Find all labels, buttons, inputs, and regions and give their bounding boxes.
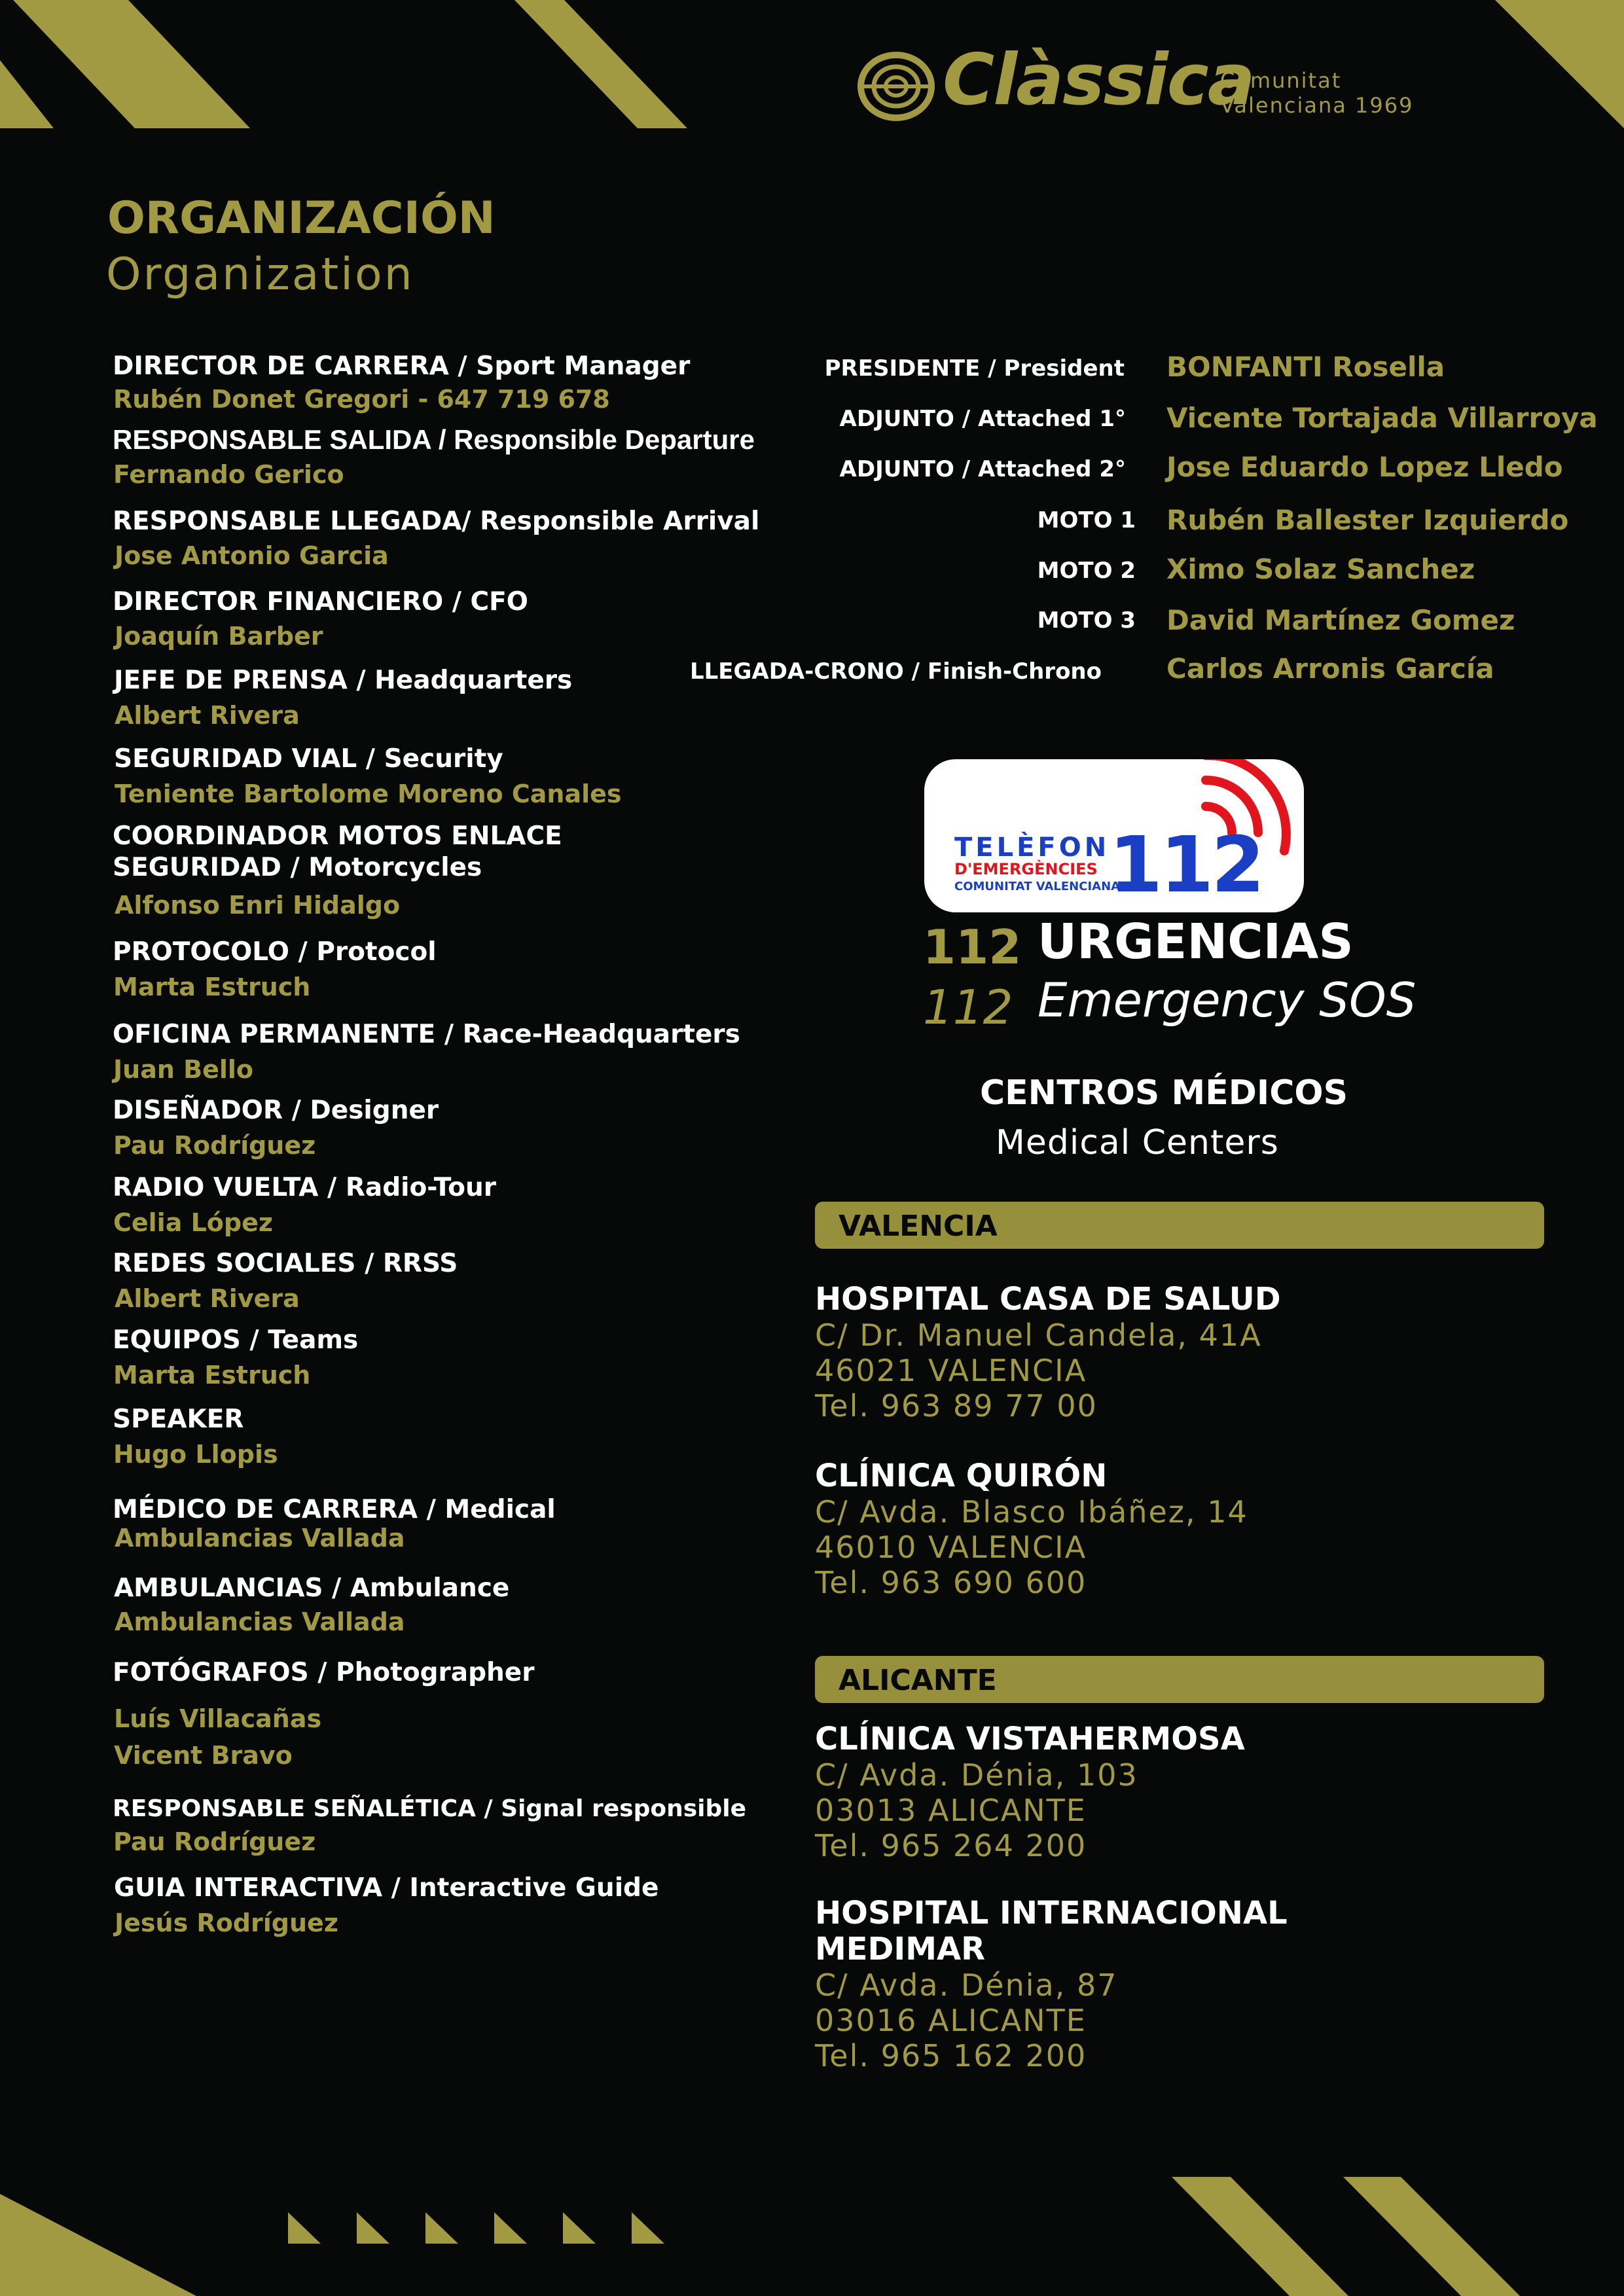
hospital-city: 03016 ALICANTE: [815, 2003, 1087, 2038]
staff-person: Ambulancias Vallada: [115, 1524, 405, 1552]
hospital-phone: Tel. 965 264 200: [815, 1828, 1087, 1863]
badge-line2: D'EMERGÈNCIES: [954, 860, 1098, 878]
staff-role: MÉDICO DE CARRERA / Medical: [113, 1495, 556, 1524]
staff-person: Pau Rodríguez: [113, 1827, 316, 1856]
staff-person: Marta Estruch: [113, 1361, 311, 1390]
badge-line1: TELÈFON: [954, 833, 1110, 863]
hospital-address: C/ Avda. Dénia, 87: [815, 1967, 1118, 2003]
staff-role: SEGURIDAD VIAL / Security: [114, 744, 503, 774]
hospital-name: CLÍNICA QUIRÓN: [815, 1458, 1108, 1494]
logo-subtitle: [1220, 68, 1413, 118]
staff-person: Albert Rivera: [115, 701, 300, 730]
official-role: ADJUNTO / Attached 1°: [839, 406, 1126, 432]
staff-person: Fernando Gerico: [113, 460, 344, 489]
badge-number: 112: [1109, 819, 1263, 910]
region-header-alicante: [815, 1656, 1544, 1703]
emergency-phone-badge: [924, 759, 1304, 912]
staff-person: Rubén Donet Gregori - 647 719 678: [113, 385, 610, 414]
staff-person: Teniente Bartolome Moreno Canales: [115, 780, 622, 808]
staff-role: EQUIPOS / Teams: [113, 1325, 359, 1355]
organization-subtitle: Organization: [106, 249, 414, 300]
official-role: LLEGADA-CRONO / Finish-Chrono: [689, 658, 1102, 685]
official-name: David Martínez Gomez: [1166, 604, 1515, 636]
staff-person: Joaquín Barber: [115, 622, 323, 651]
staff-role: DISEÑADOR / Designer: [113, 1096, 439, 1125]
emergency-number: 112: [923, 920, 1022, 975]
hospital-city: 03013 ALICANTE: [815, 1793, 1087, 1828]
hospital-city: 46010 VALENCIA: [815, 1530, 1087, 1565]
staff-person: Luís Villacañas: [114, 1704, 322, 1733]
hospital-phone: Tel. 963 89 77 00: [815, 1388, 1098, 1424]
staff-role: COORDINADOR MOTOS ENLACE SEGURIDAD / Motorcycles: [113, 821, 562, 882]
staff-role: SPEAKER: [113, 1405, 244, 1434]
official-role: MOTO 2: [1037, 558, 1136, 584]
hospital-name: HOSPITAL CASA DE SALUD: [815, 1281, 1281, 1318]
hospital-phone: Tel. 963 690 600: [815, 1565, 1087, 1600]
staff-person: Jesús Rodríguez: [115, 1909, 338, 1937]
staff-person: Vicent Bravo: [114, 1741, 293, 1770]
emergency-number-italic: 112: [923, 980, 1013, 1035]
official-role: ADJUNTO / Attached 2°: [839, 456, 1126, 482]
staff-role: AMBULANCIAS / Ambulance: [114, 1573, 510, 1603]
medical-centers-title: CENTROS MÉDICOS: [980, 1073, 1348, 1113]
logo-subtitle-line1: Comunitat: [1220, 68, 1342, 93]
hospital-phone: Tel. 965 162 200: [815, 2038, 1087, 2073]
hospital-address: C/ Dr. Manuel Candela, 41A: [815, 1318, 1262, 1353]
official-name: Jose Eduardo Lopez Lledo: [1166, 451, 1563, 483]
official-role: MOTO 1: [1037, 507, 1136, 533]
staff-person: Pau Rodríguez: [113, 1131, 316, 1160]
staff-role: PROTOCOLO / Protocol: [113, 937, 437, 967]
staff-role: JEFE DE PRENSA / Headquarters: [114, 666, 573, 695]
staff-person: Hugo Llopis: [113, 1440, 278, 1469]
official-name: Vicente Tortajada Villarroya: [1166, 402, 1598, 434]
hospital-name: CLÍNICA VISTAHERMOSA: [815, 1721, 1245, 1757]
organization-title: ORGANIZACIÓN: [107, 192, 496, 244]
logo-subtitle-line2: Valenciana 1969: [1220, 93, 1414, 118]
staff-role: RESPONSABLE SALIDA / Responsible Departure: [113, 424, 755, 455]
region-label: ALICANTE: [839, 1664, 997, 1697]
staff-role: OFICINA PERMANENTE / Race-Headquarters: [113, 1020, 740, 1049]
medical-centers-subtitle: Medical Centers: [996, 1123, 1279, 1162]
hospital-name-line2: MEDIMAR: [815, 1931, 986, 1967]
staff-person: Ambulancias Vallada: [115, 1607, 405, 1636]
emergency-title: URGENCIAS: [1038, 914, 1354, 970]
badge-line3: COMUNITAT VALENCIANA: [954, 880, 1121, 893]
official-name: Ximo Solaz Sanchez: [1166, 553, 1475, 585]
staff-role: FOTÓGRAFOS / Photographer: [113, 1658, 535, 1687]
staff-person: Albert Rivera: [115, 1284, 300, 1313]
staff-role: RESPONSABLE SEÑALÉTICA / Signal responsible: [113, 1795, 746, 1822]
staff-role: DIRECTOR DE CARRERA / Sport Manager: [113, 351, 691, 381]
staff-person: Celia López: [113, 1208, 273, 1237]
official-name: BONFANTI Rosella: [1166, 351, 1445, 383]
emergency-subtitle: Emergency SOS: [1038, 973, 1416, 1028]
staff-person: Marta Estruch: [113, 973, 311, 1001]
hospital-name: HOSPITAL INTERNACIONAL: [815, 1895, 1288, 1931]
region-label: VALENCIA: [839, 1210, 998, 1243]
staff-role: RADIO VUELTA / Radio-Tour: [113, 1173, 496, 1202]
staff-role: DIRECTOR FINANCIERO / CFO: [113, 587, 528, 617]
logo-wordmark: Clàssica: [943, 39, 1254, 121]
hospital-address: C/ Avda. Blasco Ibáñez, 14: [815, 1494, 1248, 1530]
hospital-city: 46021 VALENCIA: [815, 1353, 1087, 1388]
staff-role: GUIA INTERACTIVA / Interactive Guide: [114, 1873, 659, 1903]
logo-emblem-icon: [859, 55, 933, 118]
official-name: Carlos Arronis García: [1166, 653, 1494, 685]
official-name: Rubén Ballester Izquierdo: [1166, 504, 1569, 536]
hospital-address: C/ Avda. Dénia, 103: [815, 1757, 1138, 1793]
official-role: PRESIDENTE / President: [824, 355, 1125, 382]
official-role: MOTO 3: [1037, 607, 1136, 634]
staff-role: RESPONSABLE LLEGADA/ Responsible Arrival: [113, 507, 760, 536]
staff-person: Juan Bello: [113, 1055, 254, 1084]
staff-person: Jose Antonio Garcia: [115, 541, 389, 570]
region-header-valencia: [815, 1202, 1544, 1249]
staff-role: REDES SOCIALES / RRSS: [113, 1249, 458, 1278]
staff-person: Alfonso Enri Hidalgo: [115, 891, 401, 920]
